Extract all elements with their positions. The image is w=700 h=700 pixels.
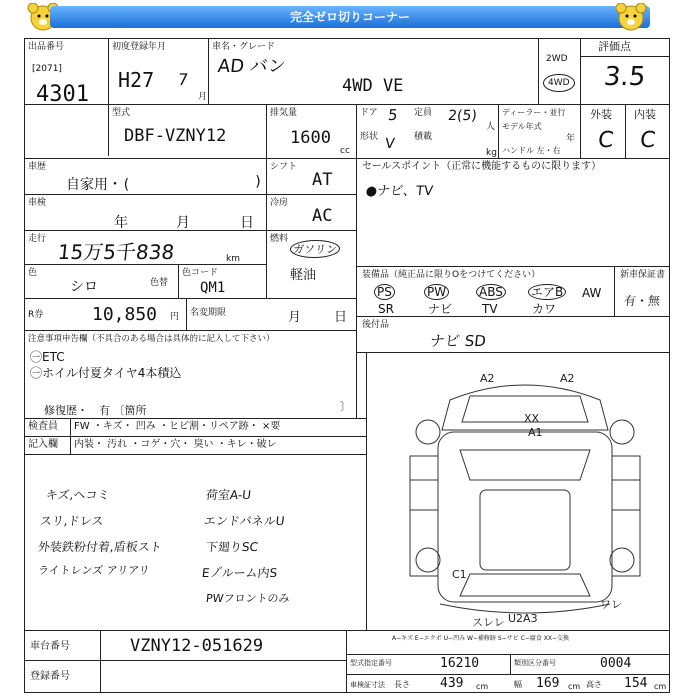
inspection-label: 車検 bbox=[28, 198, 47, 208]
color-value: シロ bbox=[70, 279, 98, 295]
shift-label: シフト bbox=[270, 162, 298, 172]
diagram-mark-u2a3: U2A3 bbox=[508, 612, 538, 625]
load-label: 積載 bbox=[414, 132, 433, 142]
score-value: 3.5 bbox=[602, 62, 647, 92]
diagram-mark-a2-left: A2 bbox=[480, 372, 495, 385]
mileage-unit: km bbox=[226, 254, 240, 264]
mileage-value: 15万5千838 bbox=[56, 240, 176, 264]
dealer-label: ディーラー・並行 bbox=[502, 108, 566, 117]
notes-label: 注意事項申告欄（不具合のある場合は具体的に記入して下さい） bbox=[28, 334, 275, 344]
score-label: 評価点 bbox=[598, 40, 631, 53]
bear-mascot-right-icon bbox=[614, 3, 648, 33]
spec-height-label: 高さ bbox=[586, 680, 602, 689]
shift-value: AT bbox=[312, 170, 333, 190]
equip-pw: PW bbox=[424, 284, 449, 300]
color-label: 色 bbox=[28, 268, 38, 278]
reg-year: H27 bbox=[118, 68, 155, 92]
equip-navi: ナビ bbox=[428, 302, 453, 316]
spec-size-label: 車検証寸法 bbox=[350, 681, 385, 689]
inspector-note-right-0: 荷室A-U bbox=[205, 488, 252, 502]
name-change-label: 名変期限 bbox=[190, 308, 227, 318]
inspection-month: 月 bbox=[176, 215, 190, 231]
new-warranty-label: 新車保証書 bbox=[620, 270, 666, 280]
fuel-label: 燃料 bbox=[270, 234, 289, 244]
reg-month: 7 bbox=[177, 70, 190, 89]
model-label: 型式 bbox=[112, 108, 131, 118]
drive-4wd-selected: 4WD bbox=[543, 74, 575, 92]
spec-width: 169 bbox=[536, 676, 560, 691]
history-close: ) bbox=[254, 174, 263, 190]
notes-item-etc: ㊀ETC bbox=[30, 350, 65, 364]
spec-length-label: 長さ bbox=[394, 680, 410, 689]
inspection-day: 日 bbox=[240, 215, 254, 231]
notes-repair: 修復歴・ 有 〔箇所 bbox=[44, 404, 147, 417]
displacement-label: 排気量 bbox=[270, 108, 298, 118]
aftermarket-value: ナビ SD bbox=[429, 332, 487, 350]
equipment-label: 装備品（純正品に限りOをつけてください） bbox=[362, 270, 541, 280]
displacement-unit: cc bbox=[340, 146, 350, 156]
diagram-mark-a2-right: A2 bbox=[560, 372, 575, 385]
model-value: DBF-VZNY12 bbox=[124, 126, 227, 146]
diagram-mark-a1: A1 bbox=[528, 426, 543, 439]
equip-ps: PS bbox=[374, 284, 395, 300]
sales-value: ●ナビ、TV bbox=[365, 184, 434, 199]
equip-sr: SR bbox=[378, 302, 394, 316]
lot-label: 出品番号 bbox=[28, 42, 65, 52]
reg-label: 初度登録年月 bbox=[112, 42, 167, 52]
notes-repair-close: 〕 bbox=[340, 400, 351, 413]
spec-length-unit: cm bbox=[476, 682, 489, 691]
recycle-label: R券 bbox=[28, 310, 44, 320]
score-int-label: 内装 bbox=[634, 108, 656, 121]
spec-class-label: 類別区分番号 bbox=[514, 659, 556, 667]
check-row1-label: 検査員 bbox=[28, 421, 58, 432]
mileage-label: 走行 bbox=[28, 234, 47, 244]
score-int: C bbox=[638, 128, 657, 153]
equip-airbag: エアB bbox=[528, 284, 566, 300]
dealer-handle: ハンドル 左・右 bbox=[502, 146, 561, 155]
car-damage-diagram bbox=[380, 360, 670, 628]
car-name: AD バン bbox=[216, 56, 287, 77]
car-grade: 4WD VE bbox=[342, 76, 404, 96]
check-row1: FW ・キズ・ 凹み ・ヒビ割・リペア跡・ ×要 bbox=[74, 421, 281, 432]
inspector-note-right-2: 下廻りSC bbox=[205, 540, 259, 554]
equip-aw: AW bbox=[582, 286, 602, 300]
reg-month-unit: 月 bbox=[198, 92, 208, 102]
shape-value: V bbox=[384, 136, 396, 152]
spec-length: 439 bbox=[440, 676, 464, 691]
inspector-note-right-1: エンドパネルU bbox=[203, 514, 286, 528]
shape-label: 形状 bbox=[360, 132, 379, 142]
load-unit: kg bbox=[486, 148, 497, 158]
doors-value: 5 bbox=[387, 106, 399, 124]
new-warranty-value: 有・無 bbox=[623, 294, 661, 308]
name-change-day: 日 bbox=[334, 310, 348, 325]
diagram-mark-scratch: スレレ bbox=[472, 616, 505, 628]
spec-type-label: 型式指定番号 bbox=[350, 659, 392, 667]
equip-abs: ABS bbox=[476, 284, 506, 300]
capacity-value: 2(5) bbox=[447, 108, 478, 124]
drive-2wd-label: 2WD bbox=[546, 54, 568, 64]
doors-label: ドア bbox=[360, 108, 378, 118]
color-change-label: 色替 bbox=[150, 278, 169, 288]
spec-height-unit: cm bbox=[654, 682, 667, 691]
equip-tv: TV bbox=[482, 302, 498, 316]
chassis-value: VZNY12-051629 bbox=[130, 636, 264, 656]
dealer-model-year: モデル年式 bbox=[502, 122, 542, 131]
history-label: 車歴 bbox=[28, 162, 47, 172]
fuel-diesel: 軽油 bbox=[290, 268, 317, 283]
recycle-value: 10,850 bbox=[92, 304, 158, 325]
displacement-value: 1600 bbox=[290, 128, 331, 148]
score-ext: C bbox=[596, 128, 615, 153]
dealer-year-unit: 年 bbox=[566, 134, 576, 144]
cooling-value: AC bbox=[312, 206, 333, 226]
fuel-gas-selected: ガソリン bbox=[289, 240, 341, 258]
diagram-mark-c1: C1 bbox=[452, 568, 467, 581]
sales-label: セールスポイント（正常に機能するものに限ります） bbox=[362, 161, 602, 172]
color-code: QM1 bbox=[200, 280, 226, 296]
inspector-note-right-4: PWフロントのみ bbox=[205, 592, 291, 605]
spec-class-value: 0004 bbox=[600, 656, 632, 671]
inspector-note-left-3: ライトレンズ アリアリ bbox=[37, 564, 151, 577]
color-code-label: 色コード bbox=[182, 268, 219, 278]
chassis-label: 車台番号 bbox=[30, 641, 70, 652]
diagram-mark-xx: XX bbox=[524, 412, 540, 425]
damage-legend: A−キズ E−エクボ U−凹み W−補修跡 S−サビ C−腐食 XX−交換 bbox=[392, 635, 569, 642]
check-row2: 内装・ 汚れ ・コゲ・穴・ 臭い ・キレ・破レ bbox=[74, 439, 277, 450]
name-change-month: 月 bbox=[288, 310, 302, 325]
registration-label: 登録番号 bbox=[30, 671, 70, 682]
capacity-label: 定員 bbox=[414, 108, 433, 118]
banner-title: 完全ゼロ切りコーナー bbox=[50, 6, 650, 28]
spec-height: 154 bbox=[624, 676, 648, 691]
inspector-note-left-0: キズ,ヘコミ bbox=[45, 488, 111, 502]
lot-number: 4301 bbox=[36, 82, 89, 107]
cooling-label: 冷房 bbox=[270, 198, 289, 208]
aftermarket-label: 後付品 bbox=[362, 320, 390, 330]
equip-leather: カワ bbox=[532, 302, 557, 316]
spec-width-unit: cm bbox=[568, 682, 581, 691]
score-ext-label: 外装 bbox=[590, 108, 612, 121]
check-row2-label: 記入欄 bbox=[28, 439, 58, 450]
lot-sub: [2071] bbox=[32, 64, 62, 74]
car-label: 車名・グレード bbox=[212, 42, 276, 52]
spec-type-value: 16210 bbox=[440, 656, 480, 671]
diagram-mark-crack: ワレ bbox=[600, 598, 622, 611]
capacity-unit: 人 bbox=[486, 122, 496, 132]
recycle-unit: 円 bbox=[170, 312, 180, 322]
inspector-note-left-2: 外装鉄粉付着,盾板スト bbox=[37, 540, 163, 554]
spec-width-label: 幅 bbox=[514, 680, 522, 689]
history-value: 自家用・( bbox=[66, 177, 131, 193]
inspection-year: 年 bbox=[114, 215, 128, 231]
inspector-note-left-1: スリ,ドレス bbox=[39, 514, 105, 528]
notes-item-tires: ㊀ホイル付夏タイヤ4本積込 bbox=[30, 366, 182, 380]
inspector-note-right-3: Eノ゙ルーム内S bbox=[201, 566, 278, 580]
